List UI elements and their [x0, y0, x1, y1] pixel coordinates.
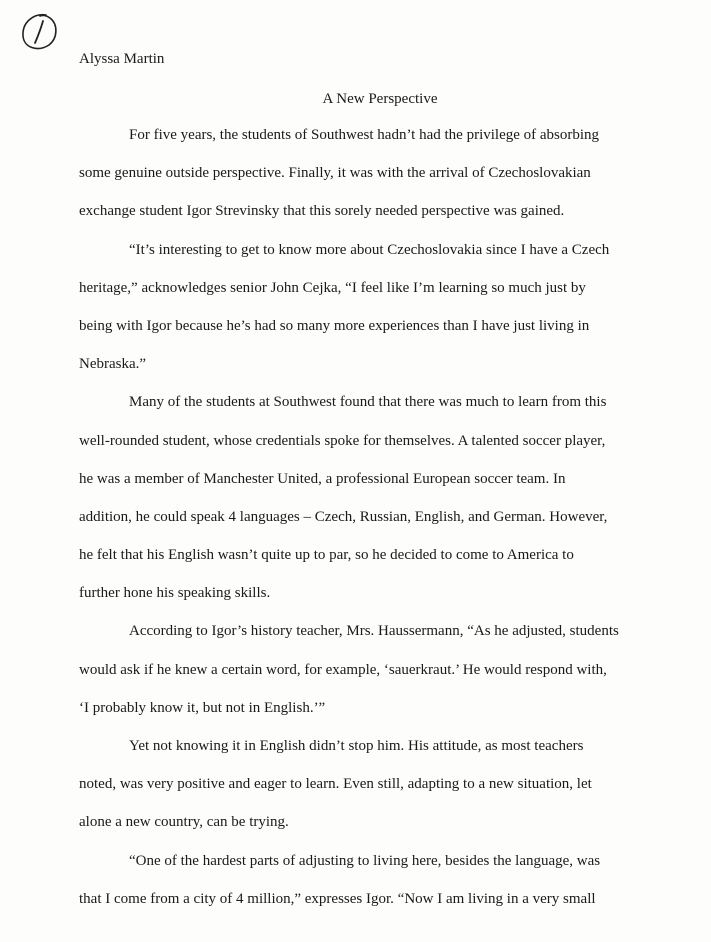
text-line: being with Igor because he’s had so many more experiences than I have just living in — [79, 317, 590, 334]
text-line: further hone his speaking skills. — [79, 585, 271, 602]
author-name: Alyssa Martin — [79, 51, 165, 67]
handwritten-page-number — [16, 10, 62, 56]
document-title: A New Perspective — [322, 91, 438, 107]
page-number-text: 1 — [39, 36, 40, 37]
text-line: Nebraska.” — [79, 356, 147, 373]
text-line: Yet not knowing it in English didn’t stop him. His attitude, as most teachers — [129, 738, 584, 754]
document-body — [79, 124, 679, 926]
text-line: ‘I probably know it, but not in English.’” — [79, 699, 326, 716]
text-line: that I come from a city of 4 million,” expresses Igor. “Now I am living in a very small — [79, 890, 596, 907]
text-line: Many of the students at Southwest found that there was much to learn from this — [129, 394, 607, 411]
text-line: would ask if he knew a certain word, for example, ‘sauerkraut.’ He would respond with, — [79, 661, 607, 678]
text-line: well-rounded student, whose credentials spoke for themselves. A talented soccer player, — [79, 432, 606, 449]
circled-number-icon — [16, 10, 62, 56]
text-line: For five years, the students of Southwest hadn’t had the privilege of absorbing — [129, 127, 600, 143]
text-line: noted, was very positive and eager to learn. Even still, adapting to a new situation, let — [79, 776, 592, 793]
text-line: he was a member of Manchester United, a professional European soccer team. In — [79, 470, 566, 487]
text-line: “It’s interesting to get to know more about Czechoslovakia since I have a Czech — [129, 241, 610, 258]
text-line: some genuine outside perspective. Finally, it was with the arrival of Czechoslovakian — [79, 165, 591, 182]
text-line: According to Igor’s history teacher, Mrs. Haussermann, “As he adjusted, students — [129, 623, 619, 640]
text-line: he felt that his English wasn’t quite up to par, so he decided to come to America to — [79, 547, 574, 564]
text-line: “One of the hardest parts of adjusting to living here, besides the language, was — [129, 852, 601, 869]
text-line: heritage,” acknowledges senior John Cejka, “I feel like I’m learning so much just by — [79, 279, 586, 296]
text-line: addition, he could speak 4 languages – Czech, Russian, English, and German. However, — [79, 508, 608, 525]
text-line: exchange student Igor Strevinsky that this sorely needed perspective was gained. — [79, 203, 565, 220]
text-line: alone a new country, can be trying. — [79, 814, 289, 831]
